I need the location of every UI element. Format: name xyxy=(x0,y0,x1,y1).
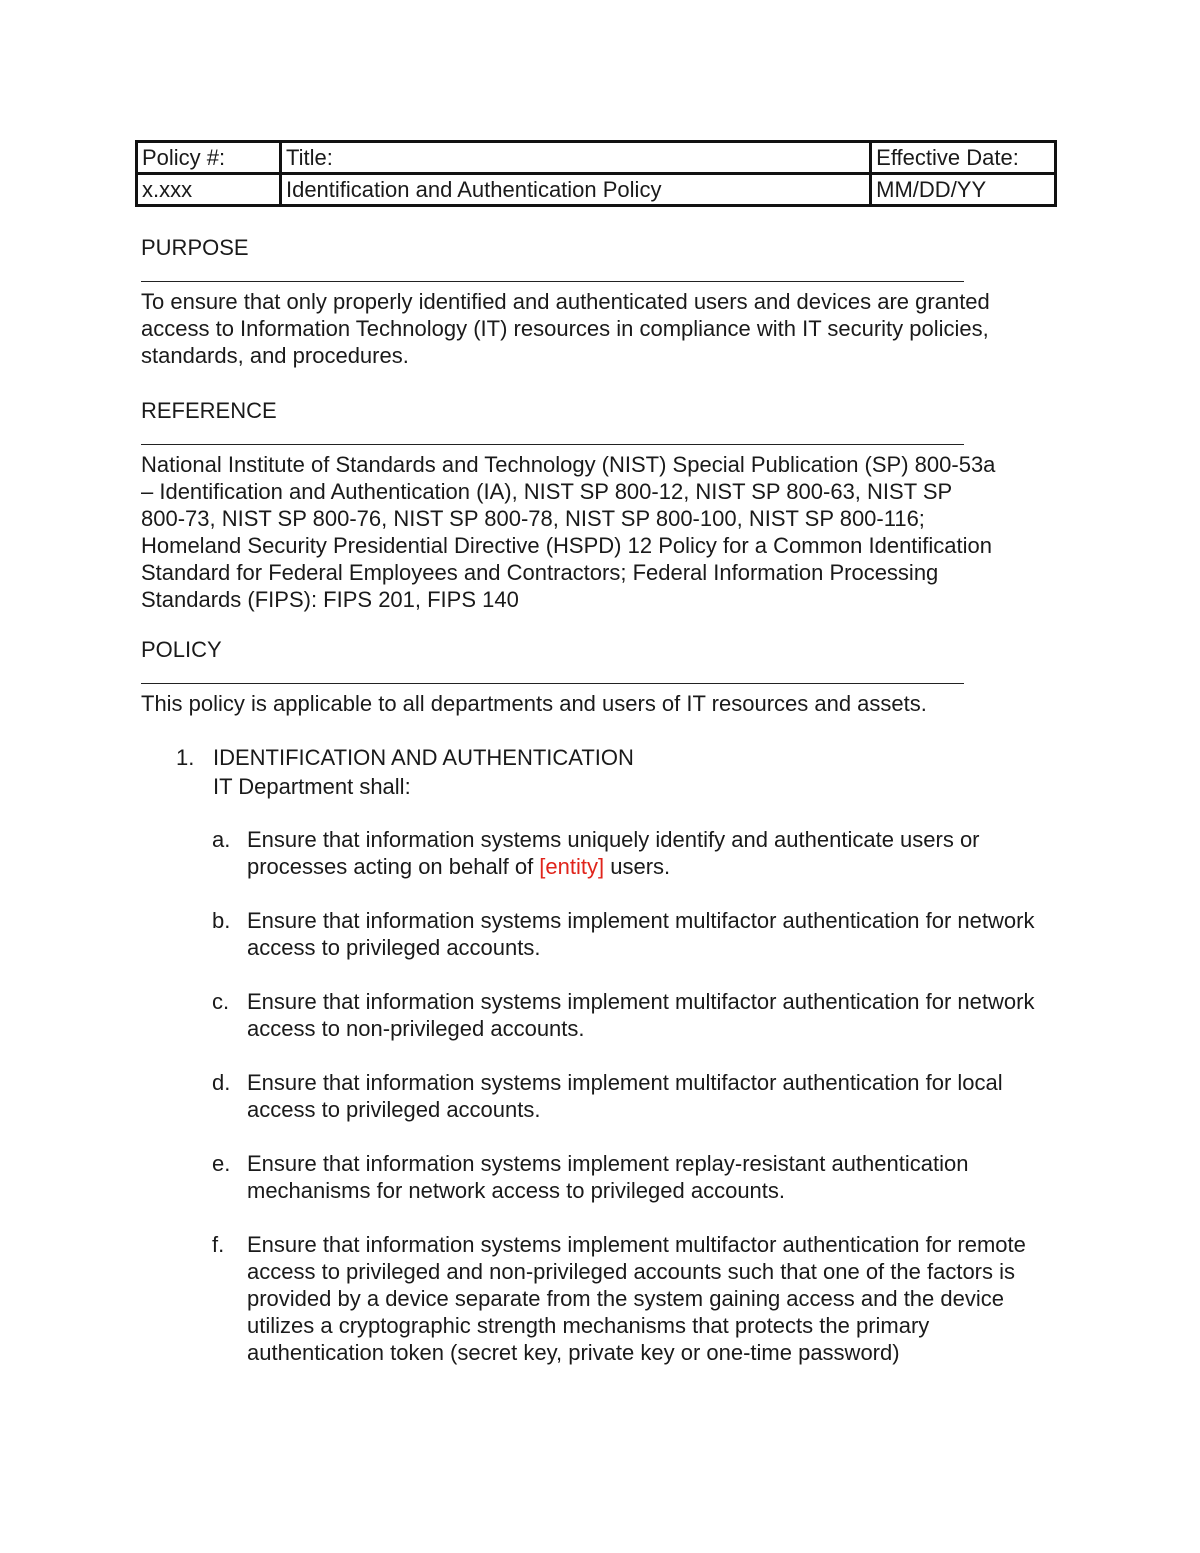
section-number: 1. xyxy=(176,745,195,770)
policy-number-label: Policy #: xyxy=(137,142,281,174)
item-a-line2-pre: processes acting on behalf of xyxy=(247,854,540,879)
item-text xyxy=(247,826,1062,880)
section-1-body xyxy=(213,744,1053,800)
reference-line: 800-73, NIST SP 800-76, NIST SP 800-78, NIST SP 800-100, NIST SP 800-116; xyxy=(141,506,925,531)
item-text: Ensure that information systems implement multifactor authentication for network access to non-privileged accounts. xyxy=(247,989,1035,1041)
item-text: Ensure that information systems implement multifactor authentication for network access to privileged accounts. xyxy=(247,908,1035,960)
policy-heading: POLICY xyxy=(141,637,222,662)
header-row-values xyxy=(137,174,1056,206)
policy-text: This policy is applicable to all departments and users of IT resources and assets. xyxy=(141,691,927,716)
item-letter: c. xyxy=(212,989,230,1014)
reference-line: Standards (FIPS): FIPS 201, FIPS 140 xyxy=(141,587,519,612)
reference-heading: REFERENCE xyxy=(141,398,277,423)
purpose-section xyxy=(141,234,1071,369)
reference-section xyxy=(141,397,1071,613)
reference-line: Homeland Security Presidential Directive (HSPD) 12 Policy for a Common Identification xyxy=(141,533,993,558)
reference-line: National Institute of Standards and Technology (NIST) Special Publication (SP) 800-53a xyxy=(141,452,996,477)
effective-date-value: MM/DD/YY xyxy=(871,174,1056,206)
item-letter: a. xyxy=(212,827,231,852)
policy-header-table xyxy=(135,140,1057,207)
title-value: Identification and Authentication Policy xyxy=(280,174,870,206)
reference-line: Standard for Federal Employees and Contractors; Federal Information Processing xyxy=(141,560,939,585)
item-letter: b. xyxy=(212,908,231,933)
title-label: Title: xyxy=(280,142,870,174)
reference-text xyxy=(141,451,1071,613)
policy-section xyxy=(141,636,1071,717)
item-letter: e. xyxy=(212,1151,231,1176)
policy-number-value: x.xxx xyxy=(137,174,281,206)
item-a-line2 xyxy=(247,853,1062,880)
effective-date-label: Effective Date: xyxy=(871,142,1056,174)
item-text: Ensure that information systems implement multifactor authentication for local access to privileged accounts. xyxy=(247,1070,1003,1122)
reference-divider xyxy=(141,424,1071,451)
section-subtitle: IT Department shall: xyxy=(213,774,411,799)
item-text: Ensure that information systems implement multifactor authentication for remote access to privileged and non-privileged accounts such that one of the factors is provided by a device separate from the system gaining access and the device utilizes a cryptographic strength mechanisms that protects the primary authentication token (secret key, private key or one-time password) xyxy=(247,1232,1026,1365)
section-title: IDENTIFICATION AND AUTHENTICATION xyxy=(213,745,634,770)
item-letter: f. xyxy=(212,1232,225,1257)
purpose-text: To ensure that only properly identified and authenticated users and devices are granted access to Information Technology (IT) resources in compliance with IT security policies, standards, and procedures. xyxy=(141,289,990,368)
reference-line: – Identification and Authentication (IA), NIST SP 800-12, NIST SP 800-63, NIST SP xyxy=(141,479,953,504)
purpose-divider xyxy=(141,261,1071,288)
item-letter: d. xyxy=(212,1070,231,1095)
item-a-line2-post: users. xyxy=(604,854,671,879)
entity-placeholder: [entity] xyxy=(539,854,605,879)
item-a-line1: Ensure that information systems uniquely identify and authenticate users or xyxy=(247,827,980,852)
purpose-heading: PURPOSE xyxy=(141,235,249,260)
header-row-labels xyxy=(137,142,1056,174)
policy-divider xyxy=(141,663,1071,690)
item-text: Ensure that information systems implement replay-resistant authentication mechanisms for network access to privileged accounts. xyxy=(247,1151,969,1203)
